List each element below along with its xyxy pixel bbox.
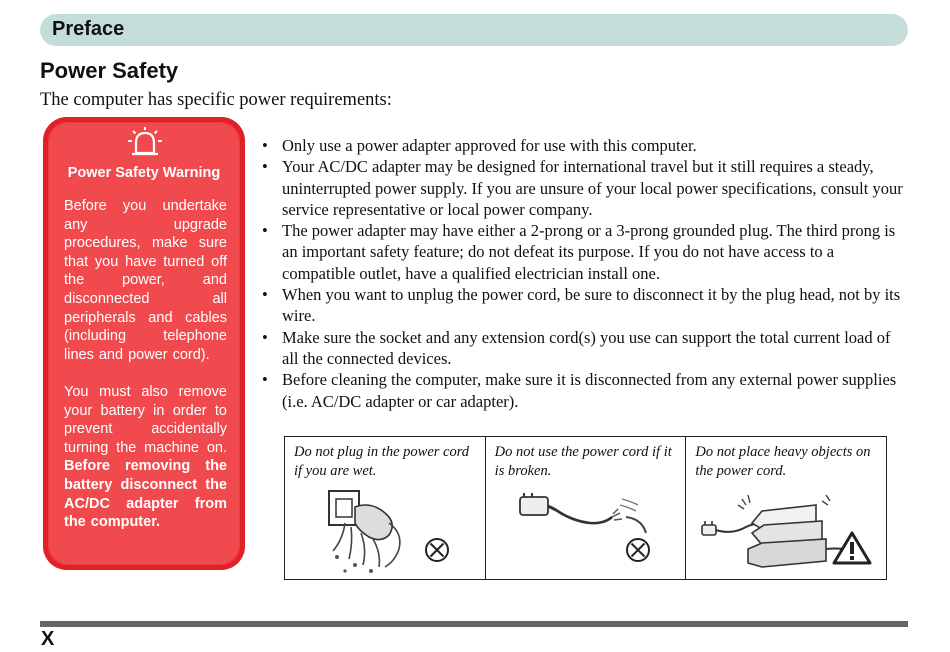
caution-table <box>284 436 887 580</box>
warning-title: Power Safety Warning <box>67 165 221 181</box>
page-number: X <box>41 628 55 650</box>
warning-triangle-icon <box>832 531 872 565</box>
caution-cell-broken-cord <box>486 437 687 579</box>
power-requirements-list <box>260 135 908 412</box>
warning-paragraph-1: Before you undertake any upgrade procedures, make sure that you have turned off the power, and disconnected all peripherals and cables (including telephone lines and power cord). <box>64 198 227 363</box>
prohibited-icon <box>424 537 450 563</box>
warning-paragraph-2 <box>64 383 227 532</box>
list-item: • When you want to unplug the power cord, be sure to disconnect it by the plug head, not by its wire. <box>260 284 908 327</box>
caution-text: Do not use the power cord if it is broken. <box>494 444 672 479</box>
list-item: • Only use a power adapter approved for use with this computer. <box>260 135 908 156</box>
warning-paragraph-2-text: You must also remove your battery in order to prevent accidentally turning the machine on. <box>64 383 227 456</box>
wet-hands-plug-illustration <box>285 483 485 579</box>
alarm-light-icon <box>127 127 163 157</box>
caution-text: Do not plug in the power cord if you are wet. <box>294 444 470 479</box>
warning-paragraph-2-bold: Before removing the battery disconnect the AC/DC adapter from the computer. <box>64 458 227 531</box>
intro-text: The computer has specific power requirements: <box>40 90 392 110</box>
prohibited-icon <box>625 537 651 563</box>
list-item: • Make sure the socket and any extension cord(s) you use can support the total current load of all the connected devices. <box>260 327 908 370</box>
page-title: Power Safety <box>40 58 179 83</box>
caution-text: Do not place heavy objects on the power cord. <box>695 444 871 479</box>
caution-cell-wet-hands <box>285 437 486 579</box>
section-title: Preface <box>52 18 125 40</box>
list-item: • Your AC/DC adapter may be designed for international travel but it still requires a steady, uninterrupted power supply. If you are unsure of your local power specifications, consult your service representative or local power company. <box>260 156 908 220</box>
list-item: • The power adapter may have either a 2-prong or a 3-prong grounded plug. The third prong is an important safety feature; do not defeat its purpose. If you do not have access to a compatible outlet, have a qualified electrician install one. <box>260 220 908 284</box>
section-header-bar <box>40 14 908 46</box>
caution-cell-heavy-objects <box>686 437 886 579</box>
broken-cord-illustration <box>486 483 686 579</box>
list-item: • Before cleaning the computer, make sure it is disconnected from any external power supplies (i.e. AC/DC adapter or car adapter). <box>260 369 908 412</box>
footer-rule <box>40 621 908 627</box>
power-safety-warning-box <box>43 117 245 570</box>
warning-body <box>64 197 227 532</box>
